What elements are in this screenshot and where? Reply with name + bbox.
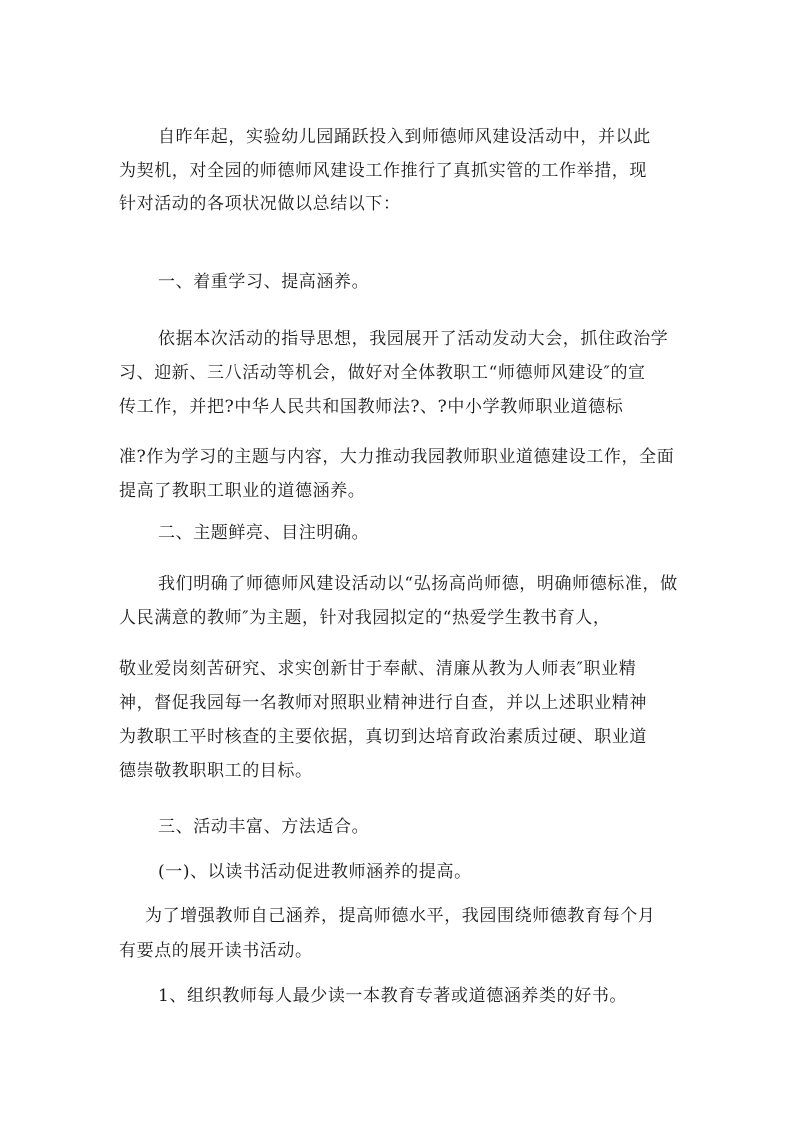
paragraph-3-line-2: 有要点的展开读书活动。	[119, 941, 313, 961]
section-heading-2: 二、主题鲜亮、目注明确。	[158, 523, 370, 543]
paragraph-2-line-1: 我们明确了师德师风建设活动以“弘扬高尚师德，明确师德标准，做	[158, 574, 678, 594]
paragraph-1-line-3: 传工作，并把?中华人民共和国教师法?、?中小学教师职业道德标	[119, 397, 624, 417]
paragraph-intro-line-2: 为契机，对全园的师德师风建设工作推行了真抓实管的工作举措，现	[119, 161, 647, 181]
paragraph-2-line-4: 神，督促我园每一名教师对照职业精神进行自查，并以上述职业精神	[119, 693, 647, 713]
paragraph-2-line-5: 为教职工平时核查的主要依据，真切到达培育政治素质过硬、职业道	[119, 727, 647, 747]
list-item-1: 1、组织教师每人最少读一本教育专著或道德涵养类的好书。	[158, 986, 628, 1006]
paragraph-2-line-3: 敬业爱岗刻苦研究、求实创新甘于奉献、清廉从教为人师表″职业精	[119, 659, 637, 679]
paragraph-2-line-2: 人民满意的教师″为主题，针对我园拟定的“热爱学生教书育人，	[119, 608, 611, 628]
section-heading-3: 三、活动丰富、方法适合。	[158, 817, 370, 837]
paragraph-2-line-6: 德崇敬教职职工的目标。	[119, 761, 313, 781]
paragraph-1-line-1: 依据本次活动的指导思想，我园展开了活动发动大会，抓住政治学	[158, 329, 669, 349]
subsection-heading-1: (一)、以读书活动促进教师涵养的提高。	[158, 862, 472, 882]
paragraph-1-line-5: 提高了教职工职业的道德涵养。	[119, 481, 366, 501]
paragraph-1-line-2: 习、迎新、三八活动等机会，做好对全体教职工“师德师风建设″的宣	[119, 363, 646, 383]
section-heading-1: 一、着重学习、提高涵养。	[158, 272, 370, 292]
paragraph-intro-line-3: 针对活动的各项状况做以总结以下：	[119, 194, 401, 214]
paragraph-1-line-4: 准?作为学习的主题与内容，大力推动我园教师职业道德建设工作，全面	[119, 447, 675, 467]
paragraph-intro-line-1: 自昨年起，实验幼儿园踊跃投入到师德师风建设活动中，并以此	[158, 127, 651, 147]
paragraph-3-line-1: 为了增强教师自己涵养，提高师德水平，我园围绕师德教育每个月	[145, 906, 656, 926]
